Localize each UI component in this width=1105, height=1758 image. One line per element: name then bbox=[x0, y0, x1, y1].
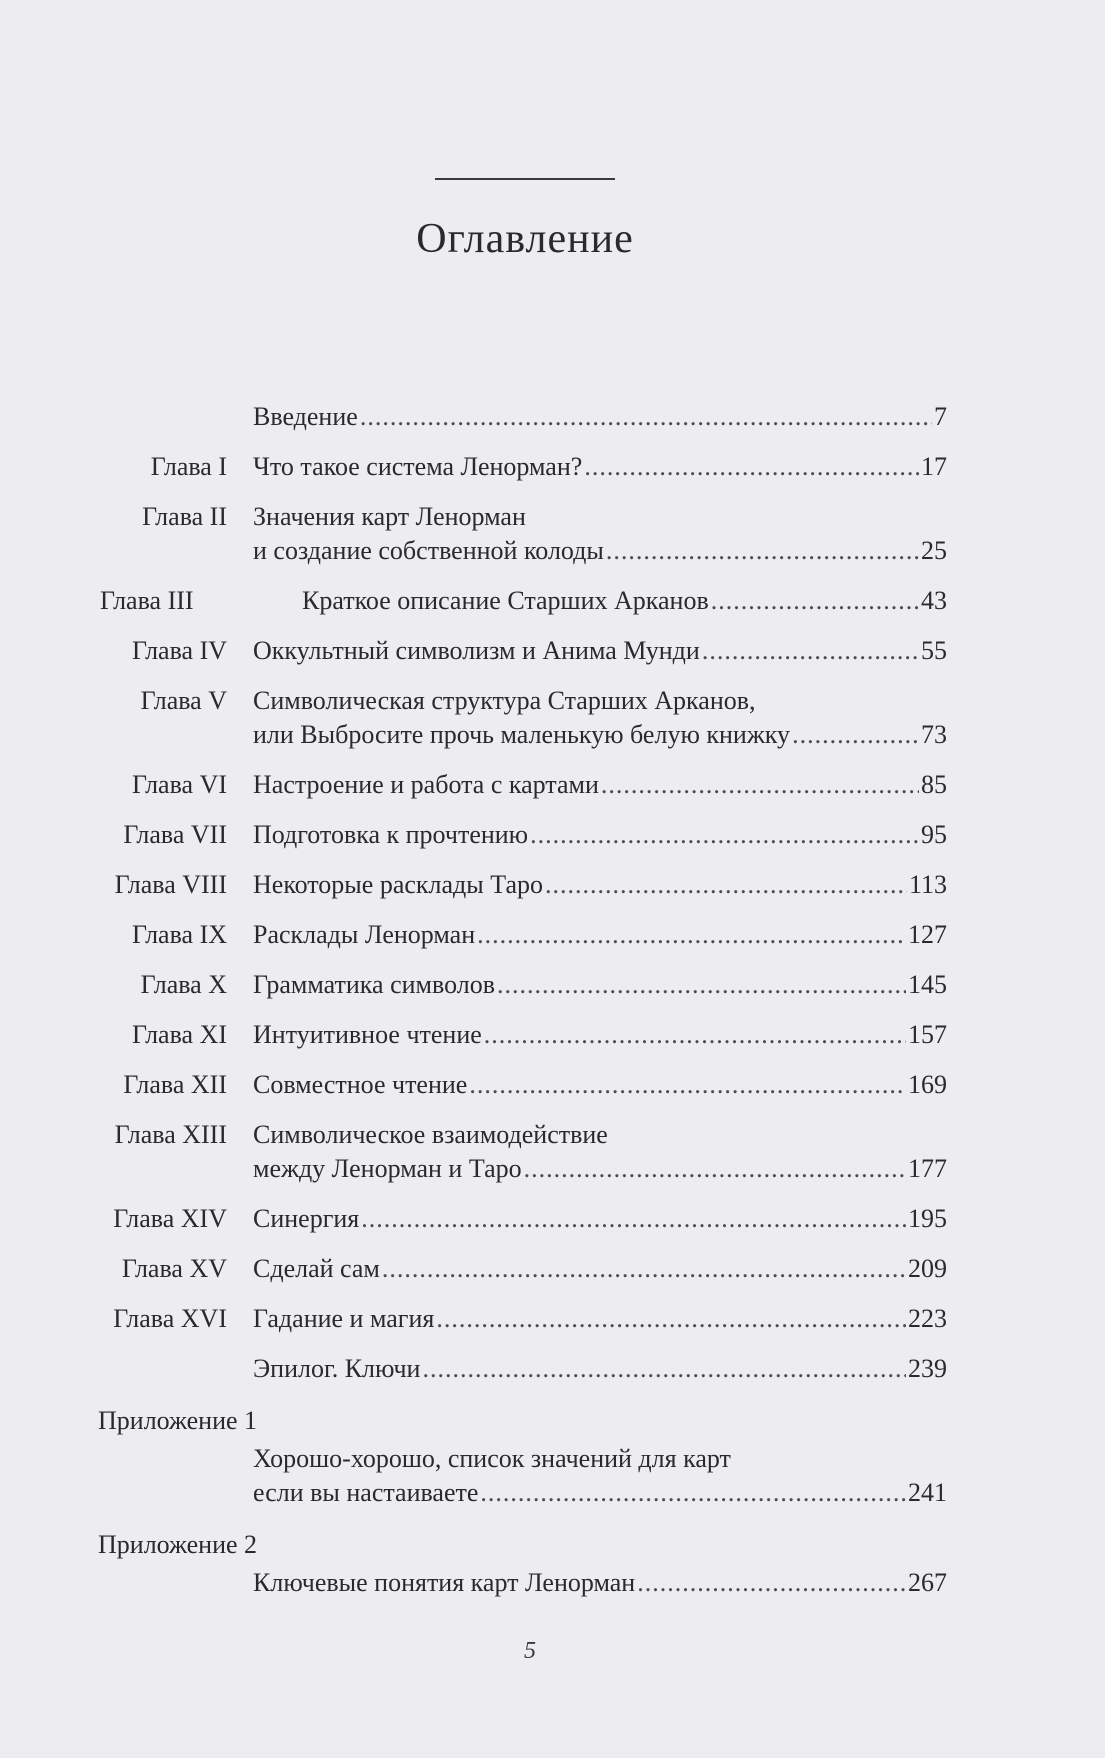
entry-title: Краткое описание Старших Арканов bbox=[302, 586, 709, 615]
toc-line bbox=[0, 1508, 1105, 1560]
entry-title: Символическая структура Старших Арканов, bbox=[253, 686, 756, 715]
leader-dots bbox=[422, 1354, 906, 1384]
entry-page-number: 145 bbox=[908, 970, 947, 999]
entry-page-number: 267 bbox=[908, 1568, 947, 1597]
toc-entry bbox=[0, 750, 1105, 800]
entry-page-number: 157 bbox=[908, 1020, 947, 1049]
toc-line bbox=[0, 716, 1105, 750]
toc-line bbox=[0, 1284, 1105, 1334]
entry-title-area bbox=[253, 452, 947, 482]
appendix-entry bbox=[0, 1508, 1105, 1598]
entry-title: Расклады Ленорман bbox=[253, 920, 476, 949]
entry-title-area bbox=[253, 1154, 947, 1184]
toc-entry bbox=[0, 950, 1105, 1000]
entry-title-area bbox=[253, 402, 947, 432]
entry-title: между Ленорман и Таро bbox=[253, 1154, 522, 1183]
toc-line bbox=[0, 800, 1105, 850]
leader-dots bbox=[606, 536, 919, 566]
chapter-label: Глава XV bbox=[121, 1254, 227, 1283]
toc-entry bbox=[0, 1334, 1105, 1384]
entry-title-area bbox=[253, 636, 947, 666]
leader-dots bbox=[584, 452, 919, 482]
entry-title: Введение bbox=[253, 402, 358, 431]
toc-line bbox=[0, 950, 1105, 1000]
entry-title-area bbox=[253, 920, 947, 950]
entry-title: если вы настаиваете bbox=[253, 1478, 479, 1507]
entry-page-number: 95 bbox=[921, 820, 947, 849]
toc-line bbox=[0, 666, 1105, 716]
page-title: Оглавление bbox=[416, 216, 634, 262]
entry-title: Некоторые расклады Таро bbox=[253, 870, 544, 899]
entry-title: Ключевые понятия карт Ленорман bbox=[253, 1568, 636, 1597]
toc-line bbox=[0, 432, 1105, 482]
toc-line bbox=[0, 1234, 1105, 1284]
leader-dots bbox=[601, 770, 919, 800]
entry-title: Гадание и магия bbox=[253, 1304, 435, 1333]
toc-line bbox=[0, 1000, 1105, 1050]
entry-page-number: 17 bbox=[921, 452, 947, 481]
entry-title-area bbox=[253, 1070, 947, 1100]
toc-line bbox=[0, 1150, 1105, 1184]
entry-title-area bbox=[253, 1568, 947, 1598]
leader-dots bbox=[360, 402, 932, 432]
chapter-label: Глава III bbox=[100, 586, 194, 615]
entry-title: и создание собственной колоды bbox=[253, 536, 604, 565]
toc-line bbox=[0, 1100, 1105, 1150]
toc-entry bbox=[0, 900, 1105, 950]
toc-entry bbox=[0, 1050, 1105, 1100]
leader-dots bbox=[436, 1304, 906, 1334]
toc-line bbox=[0, 750, 1105, 800]
chapter-label: Глава XVI bbox=[113, 1304, 227, 1333]
entry-title-area bbox=[253, 536, 947, 566]
entry-title: Настроение и работа с картами bbox=[253, 770, 599, 799]
entry-title-area bbox=[253, 1478, 947, 1508]
leader-dots bbox=[497, 970, 906, 1000]
leader-dots bbox=[637, 1568, 906, 1598]
entry-title-area bbox=[253, 820, 947, 850]
chapter-label: Глава XIV bbox=[113, 1204, 227, 1233]
toc-entry bbox=[0, 800, 1105, 850]
toc-entry bbox=[0, 616, 1105, 666]
appendix-label: Приложение 1 bbox=[98, 1406, 258, 1435]
toc-line bbox=[0, 532, 1105, 566]
leader-dots bbox=[484, 1020, 906, 1050]
chapter-label: Глава XIII bbox=[114, 1120, 227, 1149]
leader-dots bbox=[524, 1154, 906, 1184]
toc-line bbox=[0, 566, 1105, 616]
toc-entry bbox=[0, 850, 1105, 900]
chapter-label: Глава XI bbox=[132, 1020, 227, 1049]
chapter-label: Глава II bbox=[142, 502, 227, 531]
entry-title-area bbox=[253, 1354, 947, 1384]
entry-title: Совместное чтение bbox=[253, 1070, 468, 1099]
leader-dots bbox=[469, 1070, 906, 1100]
toc-entry bbox=[0, 566, 1105, 616]
toc-line bbox=[0, 1474, 1105, 1508]
entry-title: Оккультный символизм и Анима Мунди bbox=[253, 636, 700, 665]
toc-entry bbox=[0, 1100, 1105, 1184]
leader-dots bbox=[480, 1478, 906, 1508]
entry-title-area bbox=[253, 686, 947, 716]
toc-entry bbox=[0, 666, 1105, 750]
entry-page-number: 25 bbox=[921, 536, 947, 565]
entry-title: Подготовка к прочтению bbox=[253, 820, 529, 849]
entry-title-area bbox=[253, 870, 947, 900]
toc-line bbox=[0, 1334, 1105, 1384]
toc-line bbox=[0, 1384, 1105, 1436]
entry-page-number: 113 bbox=[908, 870, 947, 899]
entry-page-number: 239 bbox=[908, 1354, 947, 1383]
entry-page-number: 73 bbox=[921, 720, 947, 749]
entry-title: Символическое взаимодействие bbox=[253, 1120, 608, 1149]
chapter-label: Глава XII bbox=[123, 1070, 227, 1099]
entry-title: Грамматика символов bbox=[253, 970, 495, 999]
toc-line bbox=[0, 1184, 1105, 1234]
entry-title-area bbox=[253, 1254, 947, 1284]
entry-title-area bbox=[253, 970, 947, 1000]
entry-page-number: 169 bbox=[908, 1070, 947, 1099]
toc-line bbox=[0, 616, 1105, 666]
toc-entry bbox=[0, 482, 1105, 566]
entry-page-number: 241 bbox=[908, 1478, 947, 1507]
entry-title: Значения карт Ленорман bbox=[253, 502, 526, 531]
table-of-contents bbox=[0, 382, 1105, 1598]
top-rule bbox=[435, 178, 615, 180]
entry-title-area bbox=[253, 1204, 947, 1234]
leader-dots bbox=[711, 586, 919, 616]
entry-title: Сделай сам bbox=[253, 1254, 380, 1283]
page-number: 5 bbox=[524, 1638, 536, 1664]
toc-entry bbox=[0, 432, 1105, 482]
leader-dots bbox=[545, 870, 907, 900]
leader-dots bbox=[361, 1204, 906, 1234]
toc-line bbox=[0, 1050, 1105, 1100]
entry-page-number: 223 bbox=[908, 1304, 947, 1333]
entry-title-area bbox=[253, 720, 947, 750]
appendix-label: Приложение 2 bbox=[98, 1530, 258, 1559]
toc-entry bbox=[0, 382, 1105, 432]
entry-page-number: 177 bbox=[908, 1154, 947, 1183]
entry-page-number: 85 bbox=[921, 770, 947, 799]
entry-page-number: 127 bbox=[908, 920, 947, 949]
entry-page-number: 195 bbox=[908, 1204, 947, 1233]
entry-title-area bbox=[253, 1020, 947, 1050]
entry-title: Синергия bbox=[253, 1204, 360, 1233]
toc-entry bbox=[0, 1184, 1105, 1234]
entry-page-number: 43 bbox=[921, 586, 947, 615]
entry-title-area bbox=[253, 1444, 947, 1474]
entry-title-area bbox=[253, 502, 947, 532]
entry-title-area bbox=[253, 770, 947, 800]
chapter-label: Глава VII bbox=[123, 820, 227, 849]
entry-title-area bbox=[253, 1304, 947, 1334]
leader-dots bbox=[382, 1254, 906, 1284]
entry-title: Эпилог. Ключи bbox=[253, 1354, 421, 1383]
toc-line bbox=[0, 900, 1105, 950]
chapter-label: Глава IV bbox=[132, 636, 227, 665]
chapter-label: Глава V bbox=[140, 686, 227, 715]
entry-title: или Выбросите прочь маленькую белую книжку bbox=[253, 720, 791, 749]
toc-entry bbox=[0, 1284, 1105, 1334]
entry-page-number: 55 bbox=[921, 636, 947, 665]
entry-page-number: 7 bbox=[934, 402, 947, 431]
toc-line bbox=[0, 1436, 1105, 1474]
entry-title-area bbox=[253, 1120, 947, 1150]
chapter-label: Глава VIII bbox=[114, 870, 227, 899]
chapter-label: Глава I bbox=[150, 452, 227, 481]
entry-title-area bbox=[302, 586, 947, 616]
entry-title: Что такое система Ленорман? bbox=[253, 452, 583, 481]
toc-line bbox=[0, 850, 1105, 900]
toc-line bbox=[0, 482, 1105, 532]
toc-entry bbox=[0, 1000, 1105, 1050]
entry-page-number: 209 bbox=[908, 1254, 947, 1283]
toc-line bbox=[0, 382, 1105, 432]
leader-dots bbox=[477, 920, 906, 950]
entry-title: Интуитивное чтение bbox=[253, 1020, 482, 1049]
toc-entry bbox=[0, 1234, 1105, 1284]
entry-title: Хорошо-хорошо, список значений для карт bbox=[253, 1444, 731, 1473]
appendix-entry bbox=[0, 1384, 1105, 1508]
leader-dots bbox=[702, 636, 919, 666]
leader-dots bbox=[530, 820, 919, 850]
chapter-label: Глава X bbox=[140, 970, 227, 999]
leader-dots bbox=[792, 720, 919, 750]
chapter-label: Глава VI bbox=[132, 770, 227, 799]
chapter-label: Глава IX bbox=[132, 920, 227, 949]
toc-line bbox=[0, 1560, 1105, 1598]
